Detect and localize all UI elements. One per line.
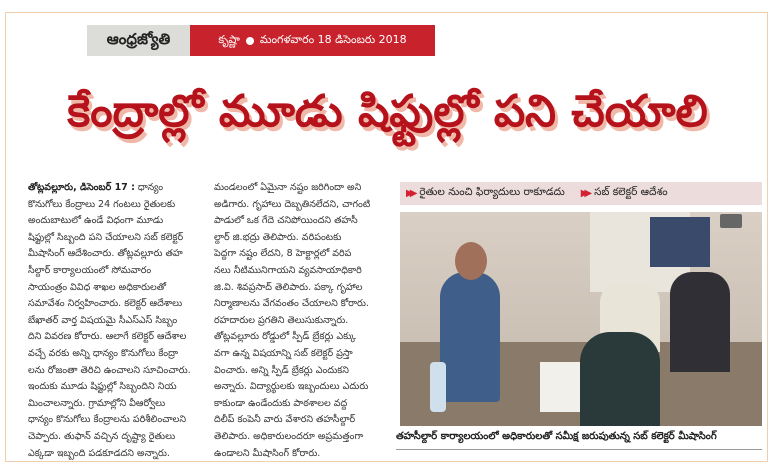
text-line: చెప్పారు. తుఫాన్ వచ్చిన దృష్ట్యా రైతులు: [28, 430, 176, 442]
text-line: పాడులో ఒక గేదె చనిపోయిందని తహసీ: [214, 215, 358, 227]
text-line: లను రోజంతా తెరిచి ఉంచాలని సూచించారు.: [28, 364, 191, 376]
bullet-icon: [246, 37, 254, 45]
text-line: వచ్చే వరకు అన్ని ధాన్యం కొనుగోలు కేంద్రా: [28, 347, 178, 359]
text-line: దిలీప్ కంపెనీ వారు వేశారని తహసీల్దార్: [214, 414, 356, 426]
text-line: వించారు. అన్ని స్పీడ్ బ్రేకర్లు ఎందుకని: [214, 364, 349, 376]
text-line: అందుబాటులో ఉండే విధంగా మూడు: [28, 215, 164, 227]
text-line: ల్దార్ జి.భద్రు తెలిపారు. వరిపంటకు: [214, 231, 342, 243]
headline: కేంద్రాల్లో మూడు షిఫ్టుల్లో పని చేయాలి: [67, 86, 708, 137]
text-line: వగా ఉన్న విషయాన్ని సబ్ కలెక్టర్ ప్రస్తా: [214, 347, 353, 359]
text-line: నిర్మాణాలను వేగవంతం చేయాలని కోరారు.: [214, 298, 369, 310]
edition-bar: [190, 25, 435, 56]
person: [670, 272, 730, 372]
text-line: ఇందుకు మూడు షిఫ్టుల్లో సిబ్బందిని నియ: [28, 381, 177, 393]
subheads-bar: [400, 182, 762, 205]
text-line: మీషాసింగ్ ఆదేశించారు. తోట్లవల్లూరు తహ: [28, 248, 183, 260]
text-line: పెద్దగా నష్టం లేదని, 8 హెక్టార్లలో వరిప: [214, 248, 352, 260]
text-line: ఉండాలని మీషాసింగ్ కోరారు.: [214, 447, 321, 459]
text-line: కొనుగోలు కేంద్రాలు 24 గంటలు రైతులకు: [28, 198, 176, 210]
edition-name: కృష్ణా: [218, 32, 240, 46]
article-column-2: [214, 180, 394, 462]
text-line: తెలిపారు. అధికారులందరూ అప్రమత్తంగా: [214, 430, 364, 442]
person-head: [455, 242, 487, 280]
divider: [396, 449, 762, 450]
text-line: [28, 180, 210, 197]
arrow-icon: ▶▶: [580, 188, 589, 199]
text-line: నలు నీటిమునిగాయని వ్యవసాయాధికారి: [214, 264, 362, 276]
text-line: అన్నారు. విద్యార్థులకు ఇబ్బందులు ఎదురు: [214, 381, 369, 393]
text-line: జి.వి. శివప్రసాద్ తెలిపారు. పక్కా గృహాల: [214, 281, 363, 293]
text-line: రహదారుల ప్రగతిని తెలుసుకున్నారు.: [214, 314, 349, 326]
news-photo: [400, 212, 762, 426]
text-line: ధాన్యం కొనుగోలు కేంద్రాలను పరిశీలించాలని: [28, 414, 187, 426]
text-line: దిని వివరణ కోరారు. ఆలాగే కలెక్టర్ ఆదేశాల: [28, 331, 187, 343]
edition-date: మంగళవారం 18 డిసెంబరు 2018: [259, 32, 407, 46]
arrow-icon: ▶▶: [406, 188, 414, 199]
text-line: సమావేశం నిర్వహించారు. కలెక్టర్ ఆదేశాలు: [28, 298, 183, 310]
article-column-1: [28, 180, 210, 462]
text-line: సీల్దార్ కార్యాలయంలో సోమవారం: [28, 264, 152, 276]
newspaper-logo: ఆంధ్రజ్యోతి: [87, 25, 190, 56]
text-segment: ధాన్యం: [134, 182, 164, 193]
photo-caption: తహసీల్దార్ కార్యాలయంలో అధికారులతో సమీక్ష జరుపుతున్న సబ్ కలెక్టర్ మీషాసింగ్: [396, 431, 717, 442]
text-line: అడిగారు. గృహాలు దెబ్బతినలేదని, చాగంటి: [214, 198, 371, 210]
text-line: కాకుండా ఉండేందుకు పాఠశాలల వద్ద: [214, 397, 348, 409]
text-line: సాయంత్రం వివిధ శాఖల అధికారులతో: [28, 281, 167, 293]
text-line: మించాలన్నారు. గ్రామాల్లోని వీఆర్వోలు: [28, 397, 166, 409]
text-line: తోట్లవల్లూరు రోడ్డులో స్పీడ్ బ్రేకర్లు ఎక్కు: [214, 331, 356, 343]
subhead: రైతుల నుంచి ఫిర్యాదులు రాకూడదు: [419, 186, 565, 198]
subhead: సబ్ కలెక్టర్ ఆదేశం: [594, 186, 668, 198]
wall-clock: [720, 214, 742, 228]
notice-board: [650, 217, 710, 267]
person: [440, 272, 500, 402]
text-line: షిఫ్టుల్లో సిబ్బంది పని చేయాలని సబ్ కలెక్టర్: [28, 231, 184, 243]
text-line: మండలంలో ఏమైనా నష్టం జరిగిందా అని: [214, 182, 362, 193]
text-line: బేఖాతర్ వార్త విషయమై సీఎస్‌ఎస్ సిబ్బం: [28, 314, 178, 326]
person: [580, 332, 660, 426]
text-line: ఎక్కడా ఇబ్బంది పడకూడదని అన్నారు.: [28, 447, 170, 459]
dateline: తోట్లవల్లూరు, డిసెంబర్ 17 :: [28, 182, 135, 193]
water-bottle: [430, 362, 446, 412]
